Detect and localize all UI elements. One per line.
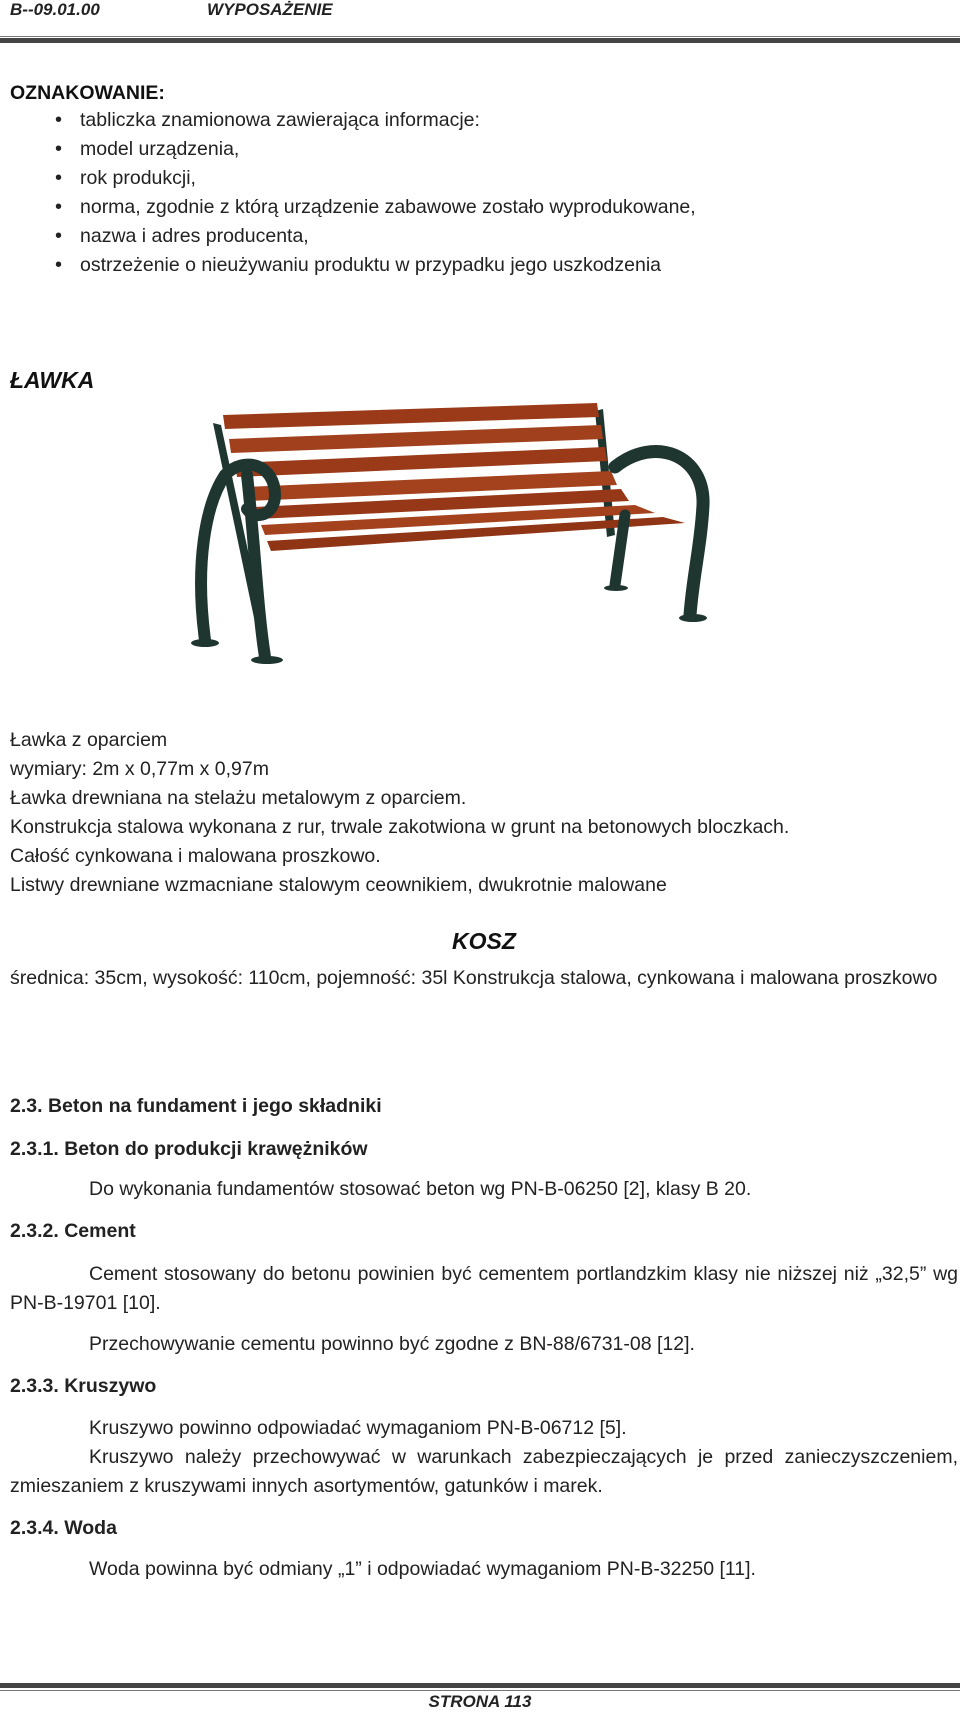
document-code: B--09.01.00 (10, 0, 100, 19)
kosz-desc: średnica: 35cm, wysokość: 110cm, pojemność: 35l Konstrukcja stalowa, cynkowana i malowana proszkowo (10, 967, 938, 989)
bench-foot (191, 639, 219, 647)
oznakowanie-heading: OZNAKOWANIE: (10, 82, 165, 104)
section-2-3-4-text: Woda powinna być odmiany „1” i odpowiadać wymaganiom PN-B-32250 [11]. (89, 1558, 756, 1580)
bench-slat (223, 403, 599, 429)
bench-foot (251, 656, 283, 664)
section-2-3-3-text-1: Kruszywo powinno odpowiadać wymaganiom PN-B-06712 [5]. (89, 1417, 627, 1439)
list-item: • rok produkcji, (0, 164, 948, 193)
section-2-3-1-text: Do wykonania fundamentów stosować beton wg PN-B-06250 [2], klasy B 20. (89, 1178, 752, 1200)
section-2-3-2-text-2: Przechowywanie cementu powinno być zgodne z BN-88/6731-08 [12]. (89, 1333, 695, 1355)
section-2-3-2-heading: 2.3.2. Cement (10, 1220, 136, 1242)
bench-right-armrest (615, 452, 703, 615)
oznakowanie-list (0, 106, 948, 280)
list-item: • nazwa i adres producenta, (0, 222, 948, 251)
footer-rule-thin (0, 1690, 960, 1691)
header-rule (0, 38, 960, 43)
lawka-desc-3: Ławka drewniana na stelażu metalowym z oparciem. (10, 787, 467, 809)
section-title: WYPOSAŻENIE (207, 0, 333, 19)
section-2-3-2-text-1: Cement stosowany do betonu powinien być cementem portlandzkim klasy nie niższej niż „32,5” wg PN-B-19701 [10]. (10, 1263, 958, 1314)
footer-rule (0, 1683, 960, 1688)
section-2-3-4-heading: 2.3.4. Woda (10, 1517, 117, 1539)
lawka-desc-1: Ławka z oparciem (10, 729, 168, 751)
bench-foot (604, 585, 628, 591)
lawka-heading: ŁAWKA (10, 367, 95, 393)
page-number: STRONA 113 (428, 1692, 532, 1711)
bench-image (185, 395, 785, 725)
list-item: • tabliczka znamionowa zawierająca informacje: (0, 106, 948, 135)
bench-left-front-leg (247, 475, 265, 657)
header-rule-thin (0, 36, 960, 37)
list-item: • model urządzenia, (0, 135, 948, 164)
section-2-3-heading: 2.3. Beton na fundament i jego składniki (10, 1095, 382, 1117)
section-2-3-3-text-2: Kruszywo należy przechowywać w warunkach zabezpieczających je przed zanieczyszczeniem, zmieszaniem z kruszywami innych asortymentów, gatunków i marek. (10, 1446, 958, 1497)
bench-slat (235, 447, 607, 477)
lawka-desc-5: Całość cynkowana i malowana proszkowo. (10, 845, 381, 867)
lawka-desc-6: Listwy drewniane wzmacniane stalowym ceownikiem, dwukrotnie malowane (10, 874, 667, 896)
lawka-desc-4: Konstrukcja stalowa wykonana z rur, trwale zakotwiona w grunt na betonowych bloczkach. (10, 816, 790, 838)
kosz-heading: KOSZ (452, 928, 516, 954)
section-2-3-1-heading: 2.3.1. Beton do produkcji krawężników (10, 1138, 368, 1160)
lawka-desc-2: wymiary: 2m x 0,77m x 0,97m (10, 758, 269, 780)
bench-slat (229, 425, 603, 453)
section-2-3-3-heading: 2.3.3. Kruszywo (10, 1375, 157, 1397)
list-item: • norma, zgodnie z którą urządzenie zabawowe zostało wyprodukowane, (0, 193, 948, 222)
list-item: • ostrzeżenie o nieużywaniu produktu w przypadku jego uszkodzenia (0, 251, 948, 280)
bench-foot (679, 614, 707, 622)
